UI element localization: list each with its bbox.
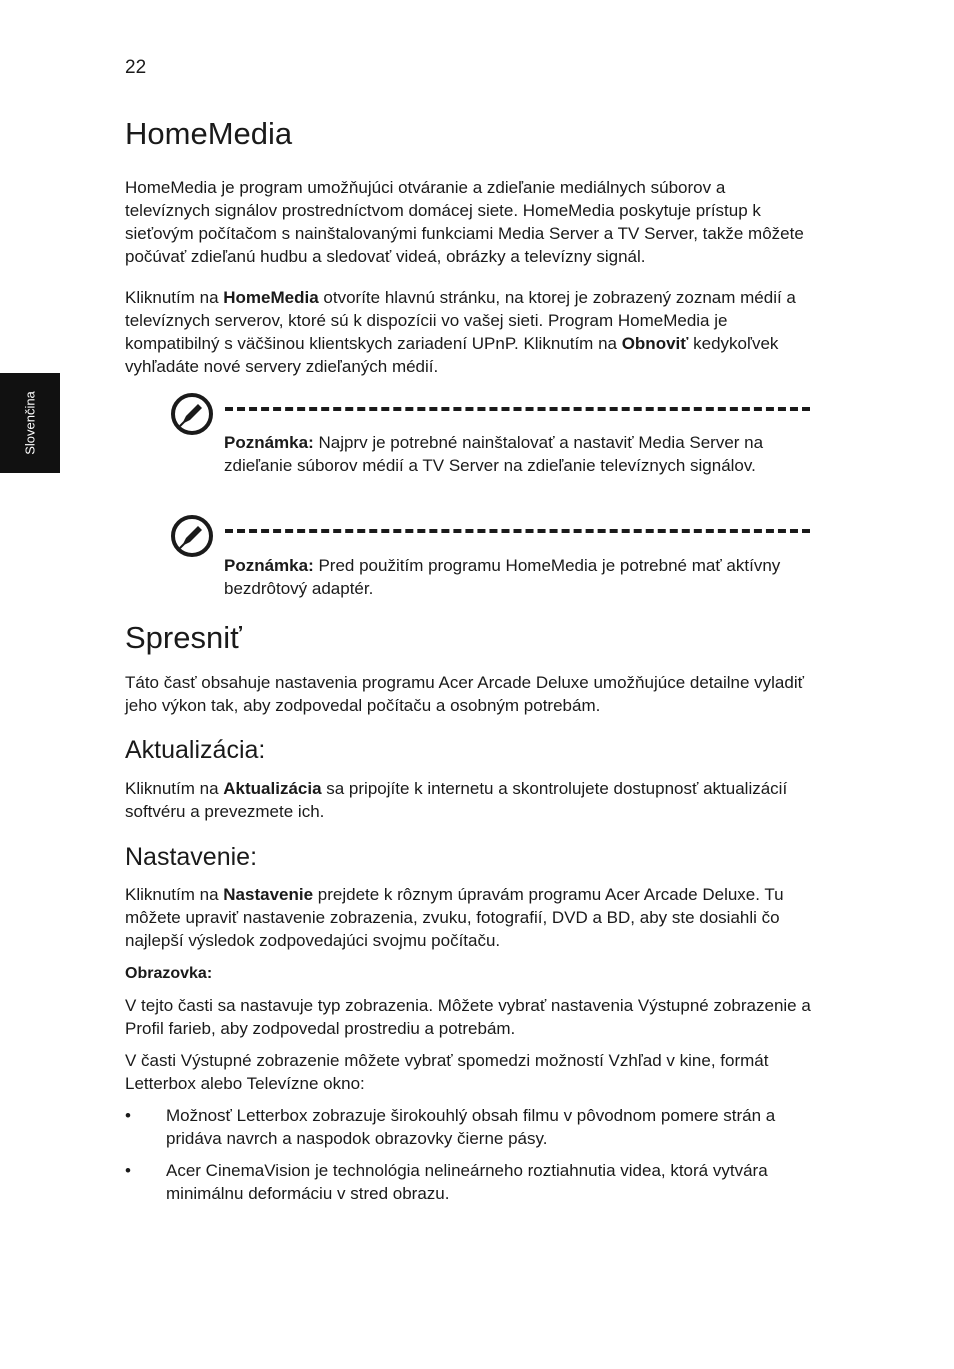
list-item: Acer CinemaVision je technológia nelineárneho roztiahnutia videa, ktorá vytvára minimálnu deformáciu v stred obrazu. — [166, 1161, 768, 1203]
obrazovka-label: Obrazovka: — [125, 965, 213, 982]
note-divider — [225, 407, 810, 411]
homemedia-heading: HomeMedia — [125, 116, 293, 151]
homemedia-paragraph-1: HomeMedia je program umožňujúci otváranie a zdieľanie mediálnych súborov a televíznych signálov prostredníctvom domácej siete. HomeMedia poskytuje prístup k sieťovým počítačom s nainštalovanými funkciami Media Server a TV Server, takže môžete počúvať zdieľanú hudbu a sledovať videá, obrázky a televízny signál. — [125, 178, 804, 266]
nastavenie-paragraph: Kliknutím na Nastavenie prejdete k rôznym úpravám programu Acer Arcade Deluxe. Tu môžete upraviť nastavenie zobrazenia, zvuku, fotografií, DVD a BD, aby ste dosiahli čo najlepší výsledok zodpovedajúci svojmu počítaču. — [125, 885, 784, 950]
page-number: 22 — [125, 57, 147, 78]
aktualizacia-paragraph: Kliknutím na Aktualizácia sa pripojíte k internetu a skontrolujete dostupnosť aktualizácií softvéru a prevezmete ich. — [125, 779, 788, 821]
note-divider — [225, 529, 810, 533]
language-side-tab — [0, 373, 60, 473]
obrazovka-paragraph-1: V tejto časti sa nastavuje typ zobrazenia. Môžete vybrať nastavenia Výstupné zobrazenie a Profil farieb, aby zodpovedal prostrediu a potrebám. — [125, 996, 811, 1038]
spresnit-paragraph: Táto časť obsahuje nastavenia programu Acer Arcade Deluxe umožňujúce detailne vyladiť jeho výkon tak, aby zodpovedal počítaču a osobným potrebám. — [125, 673, 804, 715]
note-pen-icon — [170, 392, 214, 436]
note-1: Poznámka: Najprv je potrebné nainštalovať a nastaviť Media Server na zdieľanie súborov médií a TV Server na zdieľanie televíznych signálov. — [224, 433, 764, 475]
bullet-symbol: • — [125, 1106, 131, 1125]
bullet-symbol: • — [125, 1161, 131, 1180]
note-2: Poznámka: Pred použitím programu HomeMedia je potrebné mať aktívny bezdrôtový adaptér. — [224, 556, 781, 598]
side-tab-label: Slovenčina — [22, 391, 38, 455]
aktualizacia-heading: Aktualizácia: — [125, 736, 266, 764]
homemedia-paragraph-2: Kliknutím na HomeMedia otvoríte hlavnú stránku, na ktorej je zobrazený zoznam médií a televíznych serverov, ktoré sú k dispozícii vo vašej sieti. Program HomeMedia je kompatibilný s väčšinou klientskych zariadení UPnP. Kliknutím na Obnoviť kedykoľvek vyhľadáte nové servery zdieľaných médií. — [125, 288, 796, 376]
obrazovka-paragraph-2: V časti Výstupné zobrazenie môžete vybrať spomedzi možností Vzhľad v kine, formát Letterbox alebo Televízne okno: — [125, 1051, 769, 1093]
nastavenie-heading: Nastavenie: — [125, 843, 258, 871]
spresnit-heading: Spresniť — [125, 620, 242, 655]
note-pen-icon — [170, 514, 214, 558]
list-item: Možnosť Letterbox zobrazuje širokouhlý obsah filmu v pôvodnom pomere strán a pridáva navrch a naspodok obrazovky čierne pásy. — [166, 1106, 776, 1148]
